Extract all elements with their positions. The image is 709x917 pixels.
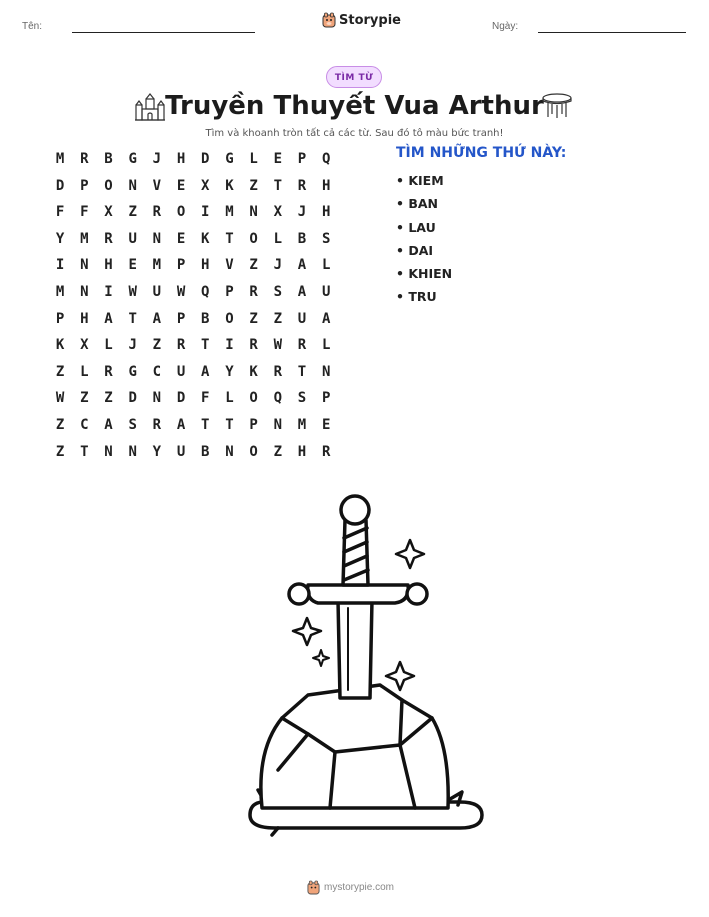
grid-letter[interactable]: N (128, 177, 137, 194)
grid-letter[interactable]: T (201, 416, 210, 433)
grid-letter[interactable]: R (104, 230, 113, 247)
grid-letter[interactable]: F (80, 204, 89, 221)
grid-letter[interactable]: G (225, 151, 234, 167)
grid-letter[interactable]: Z (80, 390, 89, 407)
grid-letter[interactable]: R (273, 363, 282, 380)
grid-letter[interactable]: M (55, 151, 65, 167)
grid-letter[interactable]: L (321, 337, 331, 354)
word-list-item: • KHIEN (396, 266, 453, 282)
page-title: Truyền Thuyết Vua Arthur (165, 91, 544, 121)
grid-letter[interactable]: Z (273, 310, 282, 327)
grid-letter[interactable]: Z (249, 177, 258, 194)
grid-letter[interactable]: E (176, 230, 186, 247)
grid-letter[interactable]: R (104, 363, 113, 380)
grid-letter[interactable]: Z (152, 337, 162, 354)
grid-letter[interactable]: J (128, 337, 137, 354)
name-line (72, 32, 255, 33)
grid-letter[interactable]: I (225, 337, 234, 354)
grid-row (48, 306, 338, 333)
grid-letter[interactable]: R (249, 283, 258, 300)
grid-row (48, 439, 338, 466)
grid-letter[interactable]: A (152, 310, 162, 327)
grid-letter[interactable]: A (297, 257, 307, 274)
grid-letter[interactable]: H (176, 151, 186, 167)
grid-letter[interactable]: W (176, 283, 186, 300)
grid-letter[interactable]: A (321, 310, 331, 327)
grid-letter[interactable]: R (152, 416, 162, 433)
grid-letter[interactable]: B (104, 151, 113, 167)
grid-letter[interactable]: R (297, 177, 307, 194)
grid-letter[interactable]: D (176, 390, 186, 407)
grid-letter[interactable]: D (55, 177, 65, 194)
grid-letter[interactable]: L (273, 230, 282, 247)
grid-letter[interactable]: R (176, 337, 186, 354)
grid-letter[interactable]: P (321, 390, 331, 407)
grid-letter[interactable]: E (128, 257, 137, 274)
grid-letter[interactable]: A (176, 416, 186, 433)
grid-letter[interactable]: S (297, 390, 307, 407)
grid-letter[interactable]: Z (273, 443, 282, 460)
grid-letter[interactable]: B (297, 230, 307, 247)
grid-letter[interactable]: Y (225, 363, 234, 380)
grid-letter[interactable]: I (201, 204, 210, 221)
grid-letter[interactable]: X (273, 204, 282, 221)
grid-letter[interactable]: O (249, 390, 258, 407)
grid-letter[interactable]: Z (55, 443, 65, 460)
grid-letter[interactable]: U (128, 230, 137, 247)
grid-letter[interactable]: N (128, 443, 137, 460)
grid-letter[interactable]: Q (321, 151, 331, 167)
word-search-grid (48, 146, 338, 465)
grid-letter[interactable]: R (152, 204, 162, 221)
grid-letter[interactable]: S (128, 416, 137, 433)
grid-letter[interactable]: P (176, 310, 186, 327)
grid-letter[interactable]: Z (104, 390, 113, 407)
grid-row (48, 199, 338, 226)
grid-letter[interactable]: H (201, 257, 210, 274)
mascot-icon (307, 880, 320, 895)
grid-letter[interactable]: Y (152, 443, 162, 460)
grid-letter[interactable]: U (152, 283, 162, 300)
grid-letter[interactable]: O (249, 443, 258, 460)
grid-letter[interactable]: H (321, 177, 331, 194)
grid-letter[interactable]: X (104, 204, 113, 221)
grid-letter[interactable]: C (80, 416, 89, 433)
date-line (538, 32, 686, 33)
grid-letter[interactable]: A (201, 363, 210, 380)
grid-letter[interactable]: Z (249, 310, 258, 327)
grid-letter[interactable]: K (225, 177, 234, 194)
grid-letter[interactable]: L (249, 151, 258, 167)
worksheet-type-badge: TÌM TỪ (326, 66, 382, 88)
grid-letter[interactable]: S (321, 230, 331, 247)
grid-letter[interactable]: E (273, 151, 282, 167)
grid-letter[interactable]: G (128, 151, 137, 167)
instructions: Tìm và khoanh tròn tất cả các từ. Sau đó tô màu bức tranh! (205, 128, 504, 139)
grid-row (48, 412, 338, 439)
word-list-heading: TÌM NHỮNG THỨ NÀY: (396, 145, 567, 161)
grid-letter[interactable]: H (297, 443, 307, 460)
grid-letter[interactable]: Y (55, 230, 65, 247)
word-list (396, 172, 452, 312)
grid-letter[interactable]: Q (273, 390, 282, 407)
grid-row (48, 146, 338, 173)
word-list-item: • KIEM (396, 173, 444, 188)
grid-letter[interactable]: N (152, 390, 162, 407)
grid-letter[interactable]: P (225, 283, 234, 300)
grid-letter[interactable]: R (321, 443, 331, 460)
date-label: Ngày: (492, 21, 519, 32)
word-list-item: • TRU (396, 289, 437, 305)
grid-letter[interactable]: Z (128, 204, 137, 221)
grid-letter[interactable]: N (249, 204, 258, 221)
grid-row (48, 332, 338, 359)
grid-row (48, 173, 338, 200)
grid-letter[interactable]: O (104, 177, 113, 194)
grid-letter[interactable]: W (128, 283, 137, 300)
grid-letter[interactable]: S (273, 283, 282, 300)
grid-letter[interactable]: V (152, 177, 162, 194)
grid-letter[interactable]: M (225, 204, 234, 221)
grid-letter[interactable]: X (201, 177, 210, 194)
grid-letter[interactable]: K (201, 230, 210, 247)
grid-letter[interactable]: M (80, 230, 89, 247)
grid-letter[interactable]: V (225, 257, 234, 274)
grid-letter[interactable]: A (104, 310, 113, 327)
grid-letter[interactable]: H (104, 257, 113, 274)
grid-letter[interactable]: J (273, 257, 282, 274)
grid-letter[interactable]: K (249, 363, 258, 380)
grid-letter[interactable]: R (297, 337, 307, 354)
grid-letter[interactable]: M (297, 416, 307, 433)
footer (307, 880, 394, 895)
word-list-item: • BAN (396, 196, 439, 212)
grid-letter[interactable]: Z (249, 257, 258, 274)
grid-row (48, 359, 338, 386)
brand-logo (322, 12, 401, 28)
grid-letter[interactable]: N (80, 283, 89, 300)
brand-name: Storypie (339, 12, 401, 28)
grid-letter[interactable]: Q (201, 283, 210, 300)
grid-letter[interactable]: Z (55, 363, 65, 380)
grid-letter[interactable]: L (225, 390, 234, 407)
grid-letter[interactable]: D (201, 151, 210, 167)
grid-letter[interactable]: L (321, 257, 331, 274)
grid-letter[interactable]: J (297, 204, 307, 221)
grid-row (48, 279, 338, 306)
name-label: Tên: (22, 21, 43, 32)
grid-letter[interactable]: J (152, 151, 162, 167)
grid-letter[interactable]: R (80, 151, 89, 167)
grid-letter[interactable]: T (273, 177, 282, 194)
grid-letter[interactable]: I (55, 257, 65, 274)
grid-letter[interactable]: X (80, 337, 89, 354)
grid-letter[interactable]: U (176, 363, 186, 380)
sword-in-stone-illustration (220, 490, 510, 840)
grid-letter[interactable]: F (55, 204, 65, 221)
grid-row (48, 226, 338, 253)
grid-letter[interactable]: P (297, 151, 307, 167)
grid-letter[interactable]: N (273, 416, 282, 433)
word-list-item: • LAU (396, 219, 436, 235)
grid-letter[interactable]: O (225, 310, 234, 327)
grid-letter[interactable]: E (321, 416, 331, 433)
grid-letter[interactable]: H (321, 204, 331, 221)
grid-letter[interactable]: T (80, 443, 89, 460)
grid-letter[interactable]: F (201, 390, 210, 407)
grid-letter[interactable]: N (225, 443, 234, 460)
grid-letter[interactable]: O (249, 230, 258, 247)
grid-letter[interactable]: B (201, 310, 210, 327)
grid-letter[interactable]: M (152, 257, 162, 274)
grid-letter[interactable]: E (176, 177, 186, 194)
grid-letter[interactable]: B (201, 443, 210, 460)
grid-letter[interactable]: T (297, 363, 307, 380)
footer-url[interactable]: mystorypie.com (324, 882, 395, 893)
grid-row (48, 385, 338, 412)
grid-letter[interactable]: W (55, 390, 65, 407)
grid-letter[interactable]: R (249, 337, 258, 354)
grid-letter[interactable]: P (249, 416, 258, 433)
round-table-icon (541, 92, 573, 120)
grid-letter[interactable]: T (128, 310, 137, 327)
grid-letter[interactable]: I (104, 283, 113, 300)
grid-letter[interactable]: M (55, 283, 65, 300)
grid-letter[interactable]: N (152, 230, 162, 247)
grid-letter[interactable]: L (80, 363, 89, 380)
grid-letter[interactable]: N (80, 257, 89, 274)
mascot-icon (322, 12, 336, 28)
grid-letter[interactable]: P (55, 310, 65, 327)
grid-letter[interactable]: A (297, 283, 307, 300)
grid-letter[interactable]: K (55, 337, 65, 354)
grid-letter[interactable]: G (128, 363, 137, 380)
grid-letter[interactable]: T (225, 416, 234, 433)
grid-letter[interactable]: N (104, 443, 113, 460)
grid-letter[interactable]: U (321, 283, 331, 300)
grid-letter[interactable]: P (80, 177, 89, 194)
grid-letter[interactable]: H (80, 310, 89, 327)
grid-letter[interactable]: A (104, 416, 113, 433)
grid-letter[interactable]: W (273, 337, 282, 354)
grid-letter[interactable]: T (201, 337, 210, 354)
grid-letter[interactable]: T (225, 230, 234, 247)
grid-letter[interactable]: D (128, 390, 137, 407)
grid-letter[interactable]: O (176, 204, 186, 221)
word-list-item: • DAI (396, 242, 434, 258)
grid-letter[interactable]: L (104, 337, 113, 354)
grid-letter[interactable]: N (321, 363, 331, 380)
grid-letter[interactable]: U (176, 443, 186, 460)
grid-letter[interactable]: U (297, 310, 307, 327)
grid-row (48, 252, 338, 279)
grid-letter[interactable]: P (176, 257, 186, 274)
grid-letter[interactable]: C (152, 363, 162, 380)
grid-letter[interactable]: Z (55, 416, 65, 433)
